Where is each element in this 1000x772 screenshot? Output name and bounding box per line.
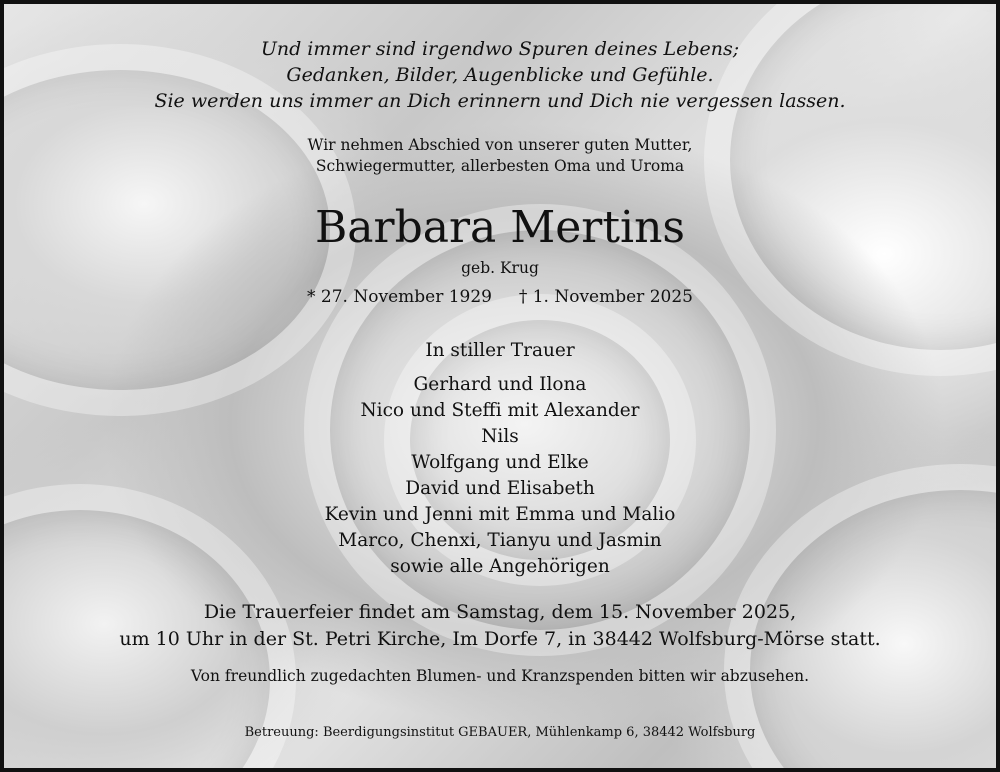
ceremony-line-1: Die Trauerfeier findet am Samstag, dem 15. November 2025, — [203, 601, 797, 623]
mourner-line: Marco, Chenxi, Tianyu und Jasmin — [338, 530, 662, 551]
funeral-home-footer: Betreuung: Beerdigungsinstitut GEBAUER, Mühlenkamp 6, 38442 Wolfsburg — [244, 725, 756, 740]
birth-date: * 27. November 1929 — [307, 287, 492, 307]
mourner-line: David und Elisabeth — [405, 478, 595, 499]
deceased-name: Barbara Mertins — [314, 202, 686, 253]
poem-line-2: Gedanken, Bilder, Augenblicke und Gefühle. — [286, 64, 714, 86]
mourner-line: Kevin und Jenni mit Emma und Malio — [324, 504, 676, 525]
mourner-line: Nico und Steffi mit Alexander — [360, 400, 640, 421]
mourner-line: Wolfgang und Elke — [411, 452, 589, 473]
poem-line-1: Und immer sind irgendwo Spuren deines Lebens; — [260, 38, 740, 60]
intro-line-1: Wir nehmen Abschied von unserer guten Mutter, — [307, 136, 693, 154]
maiden-name: geb. Krug — [461, 259, 539, 277]
poem-line-3: Sie werden uns immer an Dich erinnern und Dich nie vergessen lassen. — [154, 90, 846, 112]
life-dates — [4, 287, 996, 307]
ceremony-line-2: um 10 Uhr in der St. Petri Kirche, Im Dorfe 7, in 38442 Wolfsburg-Mörse statt. — [119, 628, 881, 650]
mourner-line: sowie alle Angehörigen — [390, 556, 610, 577]
intro-line-2: Schwiegermutter, allerbesten Oma und Uroma — [315, 157, 685, 175]
flowers-note: Von freundlich zugedachten Blumen- und Kranzspenden bitten wir abzusehen. — [190, 667, 810, 685]
mourner-line: Nils — [481, 426, 519, 447]
death-date: † 1. November 2025 — [518, 287, 693, 307]
mourner-line: Gerhard und Ilona — [413, 374, 587, 395]
mourning-heading: In stiller Trauer — [425, 340, 575, 361]
